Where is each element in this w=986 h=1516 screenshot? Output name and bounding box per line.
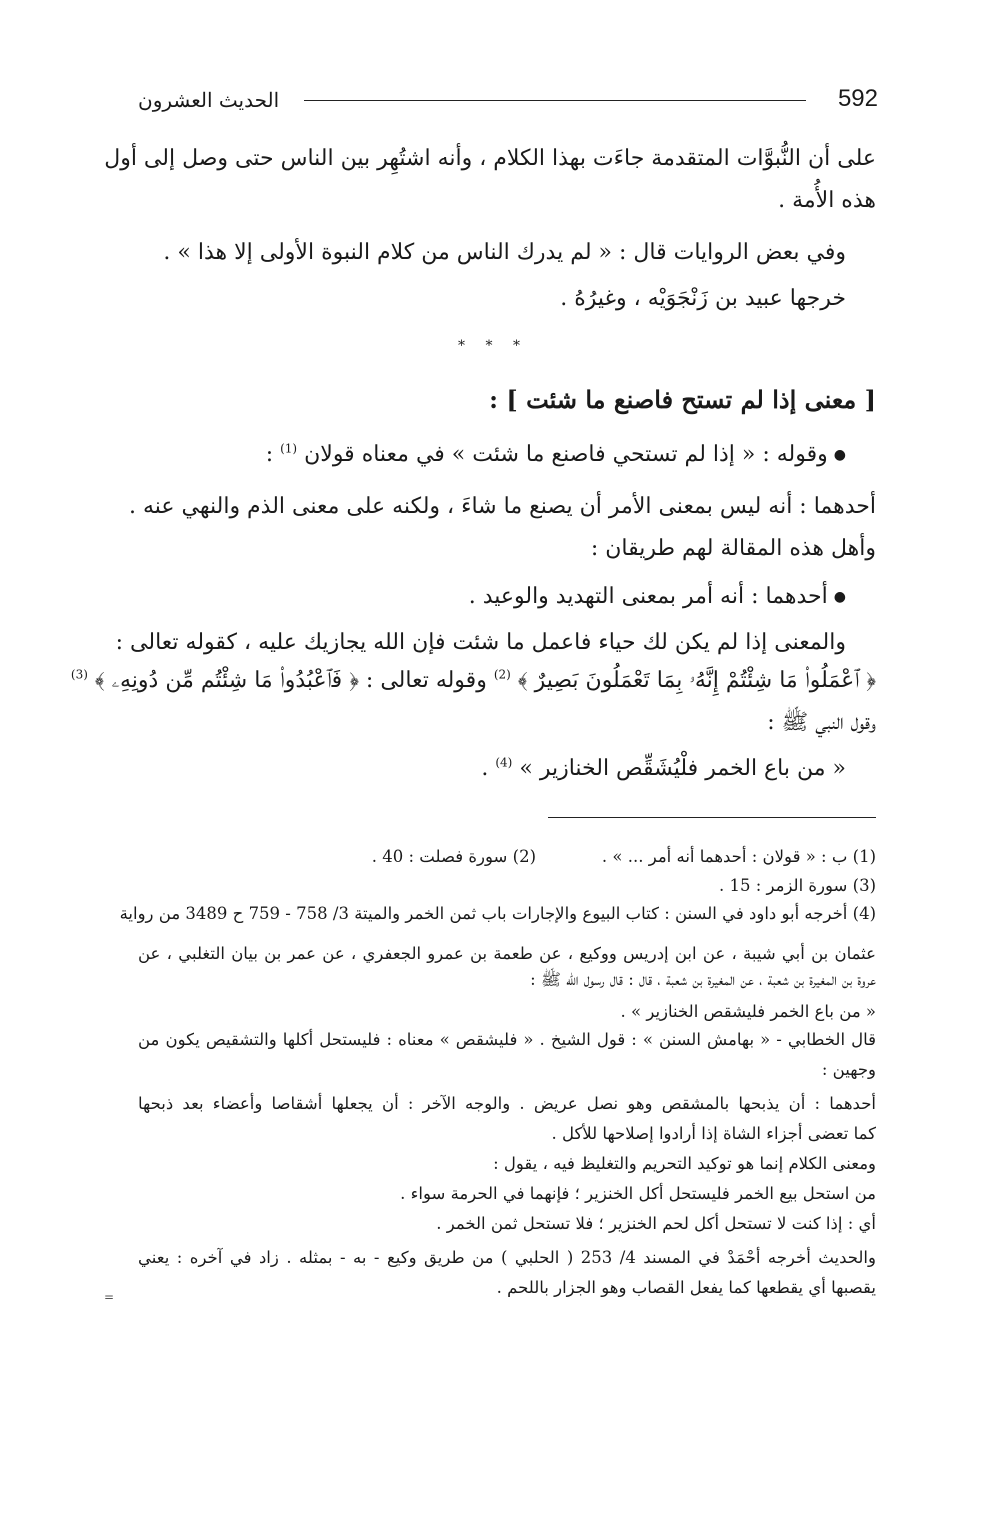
footnote-ref: (1): [280, 441, 298, 456]
body-line: أحدهما : أنه ليس بمعنى الأمر أن يصنع ما شاءَ ، ولكنه على معنى الذم والنهي عنه .: [128, 494, 876, 519]
bullet-icon: ●: [833, 447, 846, 463]
footnote-4-line: عروة بن المغيرة بن شعبة ، عن المغيرة بن شعبة ، قال : قال رسول الله ﷺ :: [530, 970, 876, 989]
footnote-4-line: ومعنى الكلام إنما هو توكيد التحريم والتغليظ فيه ، يقول :: [493, 1154, 876, 1173]
body-line: على أن النُّبوَّات المتقدمة جاءَت بهذا الكلام ، وأنه اشتُهِر بين الناس حتى وصل إلى أول: [104, 146, 876, 171]
page-header: [138, 84, 878, 118]
body-text: .: [481, 756, 496, 781]
quran-verse: ﴿ ٱعْمَلُوا۟ مَا شِئْتُمْ إِنَّهُۥ بِمَا تَعْمَلُونَ بَصِيرٌ ﴾: [517, 668, 876, 693]
body-line: وقول النبي ﷺ :: [767, 710, 876, 735]
footnote-4-line: « من باع الخمر فليشقص الخنازير » .: [620, 1002, 876, 1021]
body-line-bullet: [138, 580, 846, 614]
section-separator: * * *: [458, 338, 528, 354]
body-line: وأهل هذه المقالة لهم طريقان :: [590, 536, 876, 561]
body-line: وفي بعض الروايات قال : « لم يدرك الناس من كلام النبوة الأولى إلا هذا » .: [163, 240, 846, 265]
footnote-4-line: والحديث أخرجه أحْمَدْ في المسند 4/ 253 ( الحلبي ) من طريق وكيع - به - بمثله . زاد في آخره : يعني: [138, 1248, 876, 1267]
footnote-4-line: أحدهما : أن يذبحها بالمشقص وهو نصل عريض . والوجه الآخر : أن يجعلها أشقاصا وأعضاء بعد ذبحها: [138, 1094, 876, 1113]
footnote-4-line: وجهين :: [821, 1060, 876, 1079]
footnote-3: (3) سورة الزمر : 15 .: [718, 876, 876, 895]
footnote-ref: (3): [70, 667, 88, 682]
footnote-ref: (2): [493, 667, 511, 682]
footnote-1: (1) ب : « قولان : أحدهما أنه أمر ... » .: [601, 847, 876, 866]
running-title: الحديث العشرون: [138, 88, 280, 112]
body-line: خرجها عبيد بن زَنْجَوَيْه ، وغيرُهُ .: [560, 286, 846, 311]
footnote-rule: [548, 817, 876, 818]
body-text: :: [265, 442, 281, 467]
header-rule: [304, 100, 806, 101]
page-number: 592: [837, 85, 878, 112]
body-line: هذه الأُمة .: [778, 188, 876, 213]
footnote-4-line: يقصبها أي يقطعها كما يفعل القصاب وهو الجزار باللحم .: [496, 1278, 876, 1297]
margin-mark: =: [104, 1290, 115, 1304]
footnote-4-line: أي : إذا كنت لا تستحل أكل لحم الخنزير ؛ فلا تستحل ثمن الخمر .: [436, 1214, 876, 1233]
footnote-4-line: (4) أخرجه أبو داود في السنن : كتاب البيوع والإجارات باب ثمن الخمر والميتة 3/ 758 - 759 ح 3489 من رواية: [119, 904, 876, 923]
body-text: وقوله : « إذا لم تستحي فاصنع ما شئت » في معناه قولان: [304, 442, 828, 467]
footnote-4-line: عثمان بن أبي شيبة ، عن ابن إدريس ووكيع ، عن طعمة بن عمرو الجعفري ، عن عمر بن بيان التغلبي ، عن: [138, 944, 876, 963]
footnote-4-line: كما تعضى أجزاء الشاة إذا أرادوا إصلاحها للأكل .: [551, 1124, 876, 1143]
footnote-4-line: قال الخطابي - « بهامش السنن » : قول الشيخ . « فليشقص » معناه : فليستحل أكلها والتشقيص يكون من: [138, 1030, 876, 1049]
quran-line: [70, 664, 876, 698]
bullet-icon: ●: [833, 589, 846, 605]
hadith-text: « من باع الخمر فلْيُشَقِّص الخنازير »: [519, 756, 846, 781]
quran-verse: وقوله تعالى : ﴿ فَٱعْبُدُوا۟ مَا شِئْتُم مِّن دُونِهِۦ ﴾: [94, 668, 494, 693]
footnote-4-line: من استحل بيع الخمر فليستحل أكل الخنزير ؛ فإنهما في الحرمة سواء .: [400, 1184, 876, 1203]
footnote-2: (2) سورة فصلت : 40 .: [371, 847, 536, 866]
body-line: والمعنى إذا لم يكن لك حياء فاعمل ما شئت فإن الله يجازيك عليه ، كقوله تعالى :: [115, 630, 846, 655]
body-line-bullet: [138, 438, 846, 472]
section-heading: [ معنى إذا لم تستح فاصنع ما شئت ] :: [489, 385, 876, 414]
footnote-ref: (4): [495, 755, 513, 770]
body-text: أحدهما : أنه أمر بمعنى التهديد والوعيد .: [468, 584, 828, 609]
hadith-line: [138, 752, 846, 786]
